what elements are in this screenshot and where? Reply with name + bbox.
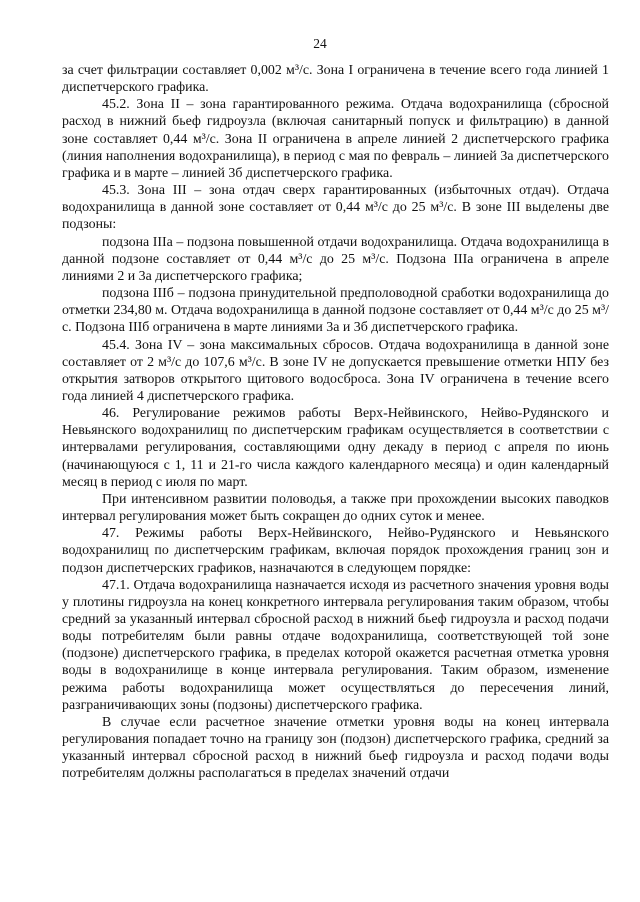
body-text [62, 62, 609, 783]
page-number: 24 [313, 36, 327, 51]
paragraph-46: 46. Регулирование режимов работы Верх-Нейвинского, Нейво-Рудянского и Невьянского водохранилищ по диспетчерским графикам осуществляется в соответствии с интервалами регулирования, составляющими одну декаду в период с апреля по июнь (начинающуюся с 1, 11 и 21-го числа каждого календарного месяца) и один календарный месяц в период с июля по март. [62, 406, 609, 490]
paragraph-boundary-case: В случае если расчетное значение отметки уровня воды на конец интервала регулирования попадает точно на границу зон (подзон) диспетчерского графика, средний за указанный интервал сбросной расход в нижний бьеф гидроузла и расход подачи воды потребителям должны располагаться в пределах значений отдачи [62, 714, 609, 782]
paragraph-47: 47. Режимы работы Верх-Нейвинского, Нейво-Рудянского и Невьянского водохранилищ по диспетчерским графикам, включая порядок прохождения границ зон и подзон диспетчерских графиков, назначаются в следующем порядке: [62, 526, 609, 576]
paragraph-flood-note: При интенсивном развитии половодья, а также при прохождении высоких паводков интервал регулирования может быть сокращен до одних суток и менее. [62, 491, 609, 525]
paragraph-continuation: за счет фильтрации составляет 0,002 м³/с. Зона I ограничена в течение всего года линией 1 диспетчерского графика. [62, 63, 609, 96]
paragraph-47-1: 47.1. Отдача водохранилища назначается исходя из расчетного значения уровня воды у плотины гидроузла на конец конкретного интервала регулирования таким образом, чтобы средний за указанный интервал сбросной расход в нижний бьеф гидроузла и расход подачи воды потребителям были равны отдаче водохранилища, соответствующей той зоне (подзоне) диспетчерского графика, в пределах которой окажется расчетная отметка уровня воды в водохранилище в конце интервала регулирования. Таким образом, изменение режима работы водохранилища может осуществляться до пересечения линий, разграничивающих зоны (подзоны) диспетчерского графика. [62, 577, 609, 713]
paragraph-45-3: 45.3. Зона III – зона отдач сверх гарантированных (избыточных отдач). Отдача водохранилища в данной зоне составляет от 0,44 м³/с до 25 м³/с. В зоне III выделены две подзоны: [62, 183, 609, 233]
paragraph-45-4: 45.4. Зона IV – зона максимальных сбросов. Отдача водохранилища в данной зоне составляет от 2 м³/с до 107,6 м³/с. В зоне IV не допускается превышение отметки НПУ без открытия затворов открытого щитового водосброса. Зона IV ограничена в течение всего года линией 4 диспетчерского графика. [62, 337, 609, 404]
paragraph-subzone-3a: подзона IIIа – подзона повышенной отдачи водохранилища. Отдача водохранилища в данной подзоне составляет от 0,44 м³/с до 25 м³/с. Подзона IIIа ограничена в апреле линиями 2 и 3а диспетчерского графика; [62, 234, 609, 284]
paragraph-subzone-3b: подзона IIIб – подзона принудительной предполоводной сработки водохранилища до отметки 234,80 м. Отдача водохранилища в данной подзоне составляет от 0,44 м³/с до 25 м³/с. Подзона IIIб ограничена в марте линиями 3а и 3б диспетчерского графика. [62, 286, 609, 336]
paragraph-45-2: 45.2. Зона II – зона гарантированного режима. Отдача водохранилища (сбросной расход в нижний бьеф гидроузла (включая санитарный попуск и фильтрацию) в данной зоне составляет 0,44 м³/с. Зона II ограничена в апреле линией 2 диспетчерского графика (линия наполнения водохранилища), в период с мая по февраль – линией 3а диспетчерского графика и в марте – линией 3б диспетчерского графика. [62, 97, 609, 181]
